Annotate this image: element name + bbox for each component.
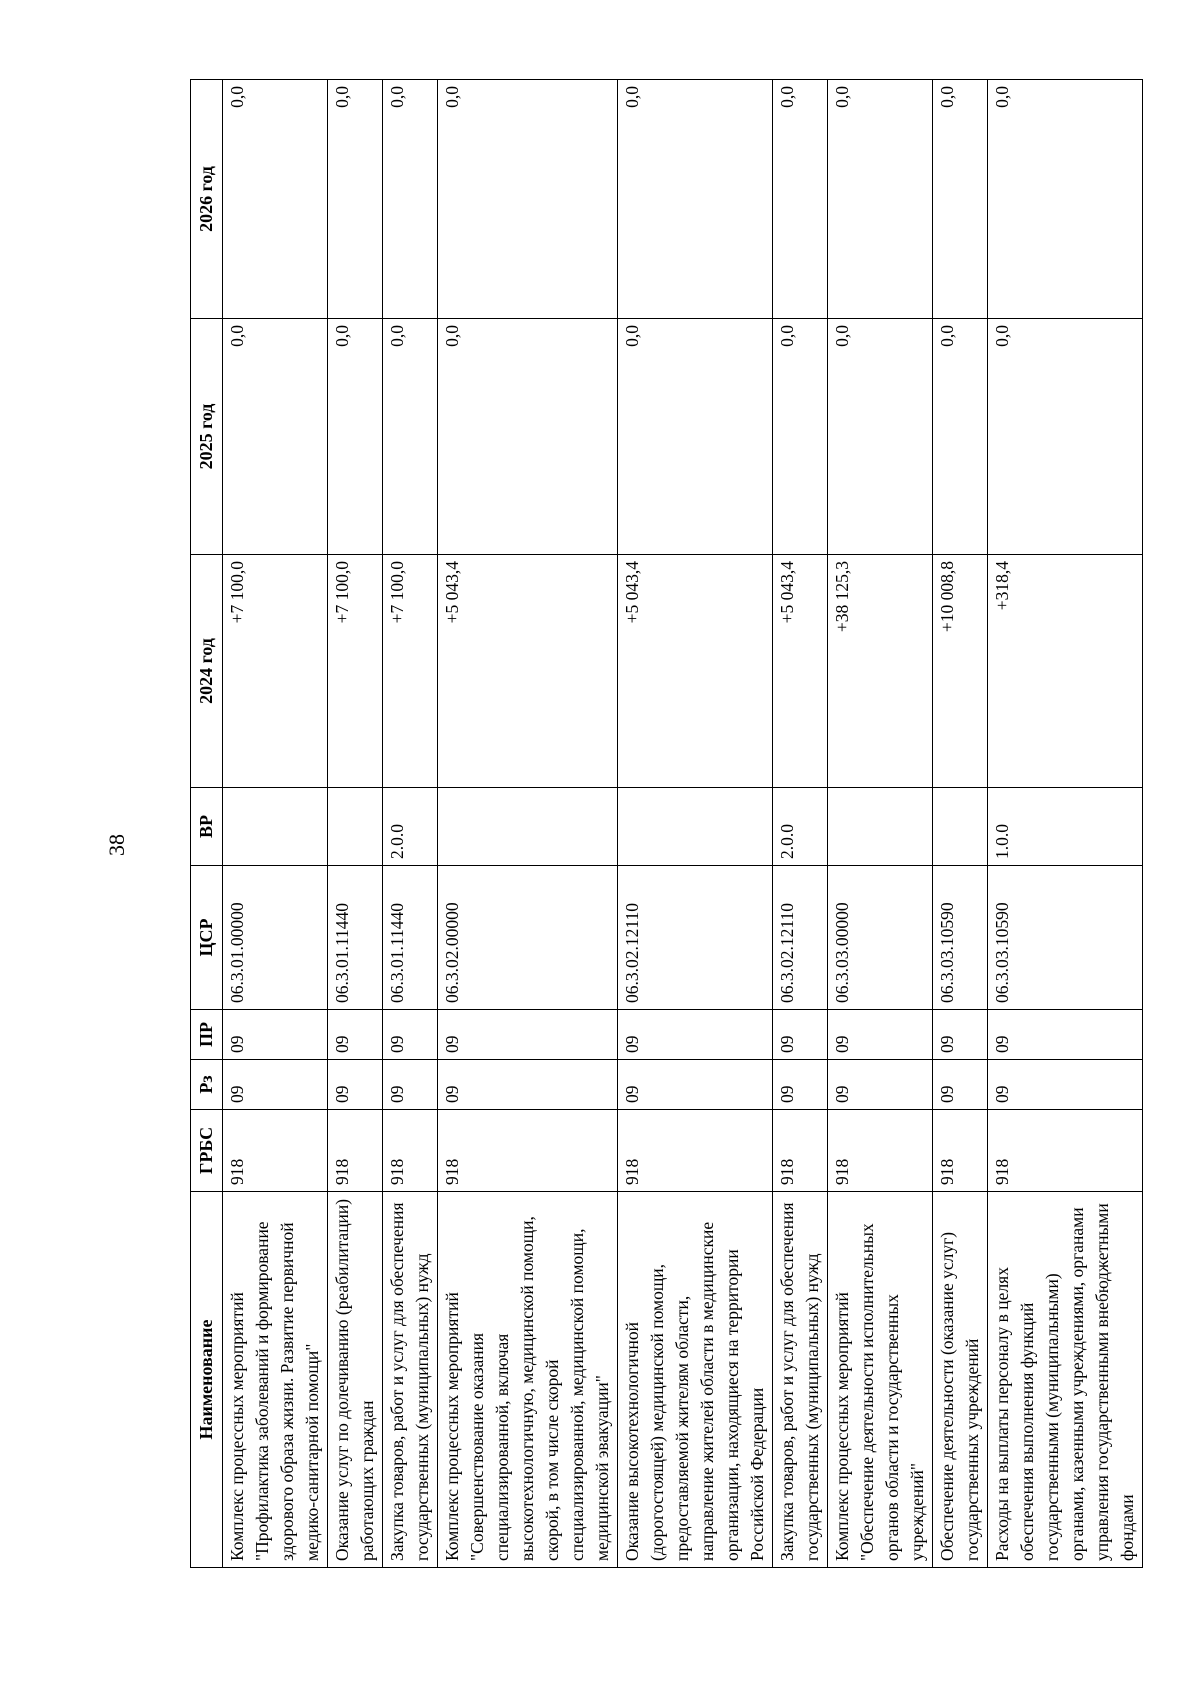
cell-pr: 09 bbox=[438, 1010, 618, 1060]
cell-rz: 09 bbox=[773, 1060, 828, 1110]
header-vr: ВР bbox=[191, 788, 223, 866]
cell-name: Оказание услуг по долечиванию (реабилитации) работающих граждан bbox=[328, 1192, 383, 1568]
cell-2024: +5 043,4 bbox=[618, 555, 773, 788]
cell-2025: 0,0 bbox=[328, 319, 383, 555]
cell-2026: 0,0 bbox=[773, 80, 828, 319]
page-number: 38 bbox=[104, 834, 129, 856]
cell-2024: +38 125,3 bbox=[828, 555, 933, 788]
cell-pr: 09 bbox=[933, 1010, 988, 1060]
cell-grbs: 918 bbox=[933, 1110, 988, 1192]
cell-rz: 09 bbox=[988, 1060, 1143, 1110]
cell-csr: 06.3.02.12110 bbox=[773, 866, 828, 1010]
cell-grbs: 918 bbox=[828, 1110, 933, 1192]
cell-vr bbox=[438, 788, 618, 866]
cell-2025: 0,0 bbox=[828, 319, 933, 555]
table-row bbox=[383, 80, 438, 1568]
cell-2026: 0,0 bbox=[828, 80, 933, 319]
cell-2025: 0,0 bbox=[773, 319, 828, 555]
cell-pr: 09 bbox=[383, 1010, 438, 1060]
cell-grbs: 918 bbox=[618, 1110, 773, 1192]
cell-rz: 09 bbox=[828, 1060, 933, 1110]
table-row bbox=[328, 80, 383, 1568]
cell-2025: 0,0 bbox=[383, 319, 438, 555]
table-row bbox=[933, 80, 988, 1568]
cell-pr: 09 bbox=[618, 1010, 773, 1060]
cell-name: Комплекс процессных мероприятий "Профилактика заболеваний и формирование здорового образа жизни. Развитие первичной медико-санитарной помощи" bbox=[223, 1192, 328, 1568]
cell-2026: 0,0 bbox=[618, 80, 773, 319]
cell-2024: +10 008,8 bbox=[933, 555, 988, 788]
cell-name: Комплекс процессных мероприятий "Совершенствование оказания специализированной, включая высокотехнологичную, медицинской помощи, скорой, в том числе скорой специализированной, медицинской помощи, медицинской эвакуации" bbox=[438, 1192, 618, 1568]
cell-grbs: 918 bbox=[328, 1110, 383, 1192]
cell-vr: 2.0.0 bbox=[773, 788, 828, 866]
cell-2026: 0,0 bbox=[328, 80, 383, 319]
table-row bbox=[223, 80, 328, 1568]
cell-csr: 06.3.03.00000 bbox=[828, 866, 933, 1010]
cell-name: Оказание высокотехнологичной (дорогостоящей) медицинской помощи, предоставляемой жителям области, направление жителей области в медицинские организации, находящиеся на территории Российской Федерации bbox=[618, 1192, 773, 1568]
cell-name: Обеспечение деятельности (оказание услуг) государственных учреждений bbox=[933, 1192, 988, 1568]
header-2024: 2024 год bbox=[191, 555, 223, 788]
cell-grbs: 918 bbox=[383, 1110, 438, 1192]
cell-2026: 0,0 bbox=[223, 80, 328, 319]
cell-csr: 06.3.01.11440 bbox=[328, 866, 383, 1010]
table-row bbox=[828, 80, 933, 1568]
cell-pr: 09 bbox=[223, 1010, 328, 1060]
cell-2026: 0,0 bbox=[383, 80, 438, 319]
cell-pr: 09 bbox=[988, 1010, 1143, 1060]
table-row bbox=[438, 80, 618, 1568]
cell-name: Закупка товаров, работ и услуг для обеспечения государственных (муниципальных) нужд bbox=[383, 1192, 438, 1568]
cell-csr: 06.3.01.00000 bbox=[223, 866, 328, 1010]
cell-csr: 06.3.03.10590 bbox=[988, 866, 1143, 1010]
cell-pr: 09 bbox=[828, 1010, 933, 1060]
header-2026: 2026 год bbox=[191, 80, 223, 319]
cell-2024: +7 100,0 bbox=[328, 555, 383, 788]
cell-name: Закупка товаров, работ и услуг для обеспечения государственных (муниципальных) нужд bbox=[773, 1192, 828, 1568]
cell-2026: 0,0 bbox=[933, 80, 988, 319]
cell-2025: 0,0 bbox=[438, 319, 618, 555]
table-row bbox=[773, 80, 828, 1568]
cell-grbs: 918 bbox=[223, 1110, 328, 1192]
cell-2024: +7 100,0 bbox=[383, 555, 438, 788]
rotated-table-container bbox=[190, 80, 1137, 1568]
cell-pr: 09 bbox=[773, 1010, 828, 1060]
cell-2026: 0,0 bbox=[438, 80, 618, 319]
cell-name: Комплекс процессных мероприятий "Обеспечение деятельности исполнительных органов области и государственных учреждений" bbox=[828, 1192, 933, 1568]
cell-2024: +5 043,4 bbox=[773, 555, 828, 788]
cell-rz: 09 bbox=[933, 1060, 988, 1110]
cell-2024: +5 043,4 bbox=[438, 555, 618, 788]
cell-2024: +318,4 bbox=[988, 555, 1143, 788]
cell-2024: +7 100,0 bbox=[223, 555, 328, 788]
cell-vr: 2.0.0 bbox=[383, 788, 438, 866]
cell-pr: 09 bbox=[328, 1010, 383, 1060]
cell-vr bbox=[933, 788, 988, 866]
cell-vr: 1.0.0 bbox=[988, 788, 1143, 866]
cell-vr bbox=[618, 788, 773, 866]
cell-rz: 09 bbox=[383, 1060, 438, 1110]
cell-rz: 09 bbox=[438, 1060, 618, 1110]
cell-rz: 09 bbox=[328, 1060, 383, 1110]
header-rz: Рз bbox=[191, 1060, 223, 1110]
cell-2025: 0,0 bbox=[988, 319, 1143, 555]
table-row bbox=[618, 80, 773, 1568]
cell-vr bbox=[828, 788, 933, 866]
header-pr: ПР bbox=[191, 1010, 223, 1060]
budget-table bbox=[190, 79, 1143, 1568]
cell-vr bbox=[328, 788, 383, 866]
cell-grbs: 918 bbox=[438, 1110, 618, 1192]
header-name: Наименование bbox=[191, 1192, 223, 1568]
cell-rz: 09 bbox=[223, 1060, 328, 1110]
cell-csr: 06.3.01.11440 bbox=[383, 866, 438, 1010]
cell-name: Расходы на выплаты персоналу в целях обеспечения выполнения функций государственными (муниципальными) органами, казенными учреждениями, органами управления государственными внебюджетными фондами bbox=[988, 1192, 1143, 1568]
cell-csr: 06.3.02.00000 bbox=[438, 866, 618, 1010]
cell-rz: 09 bbox=[618, 1060, 773, 1110]
cell-2025: 0,0 bbox=[933, 319, 988, 555]
header-grbs: ГРБС bbox=[191, 1110, 223, 1192]
table-row bbox=[988, 80, 1143, 1568]
cell-grbs: 918 bbox=[988, 1110, 1143, 1192]
cell-grbs: 918 bbox=[773, 1110, 828, 1192]
cell-csr: 06.3.02.12110 bbox=[618, 866, 773, 1010]
cell-2026: 0,0 bbox=[988, 80, 1143, 319]
table-header-row bbox=[191, 80, 223, 1568]
cell-vr bbox=[223, 788, 328, 866]
header-2025: 2025 год bbox=[191, 319, 223, 555]
cell-2025: 0,0 bbox=[223, 319, 328, 555]
cell-csr: 06.3.03.10590 bbox=[933, 866, 988, 1010]
header-csr: ЦСР bbox=[191, 866, 223, 1010]
cell-2025: 0,0 bbox=[618, 319, 773, 555]
